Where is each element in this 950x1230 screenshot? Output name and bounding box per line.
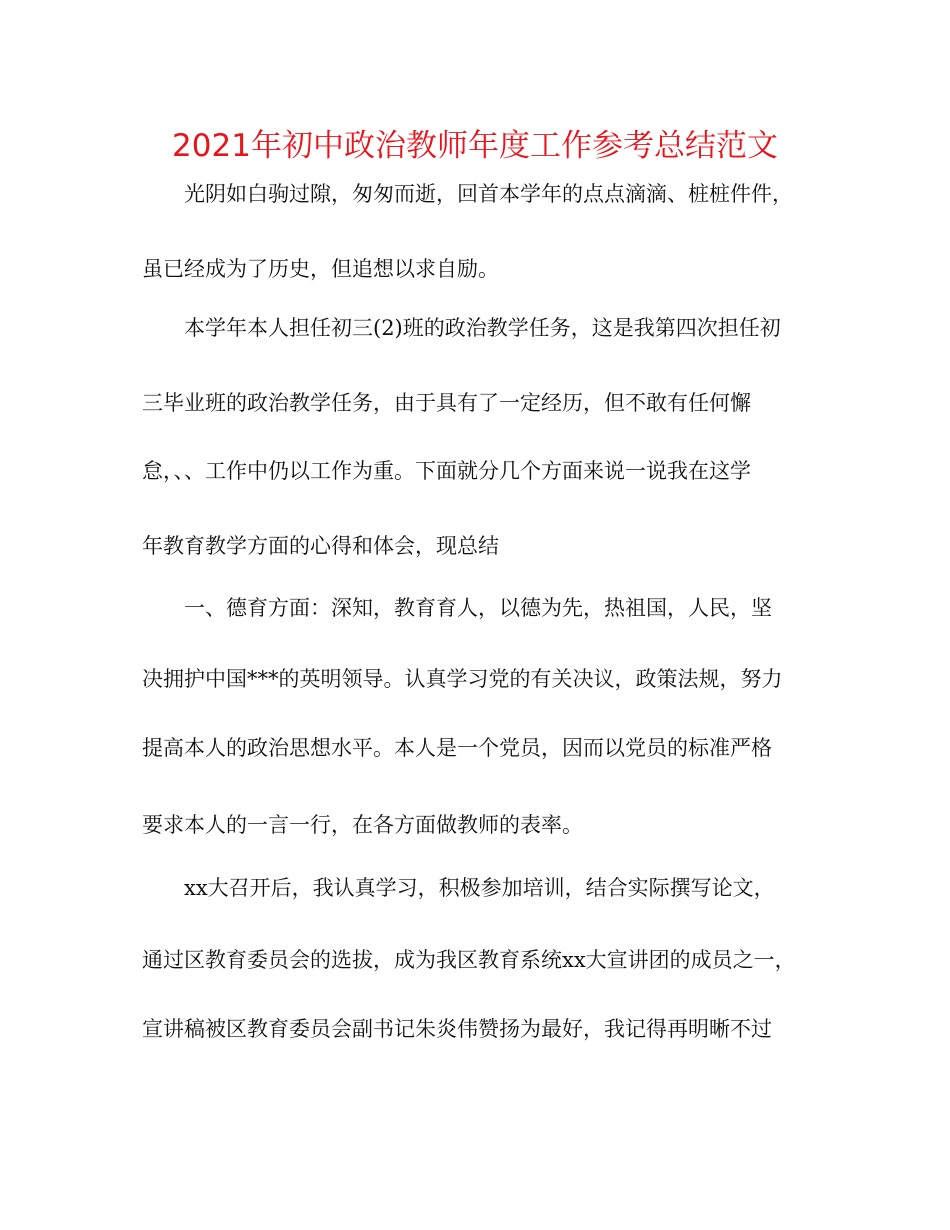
document-title: 2021年初中政治教师年度工作参考总结范文 xyxy=(172,128,778,164)
paragraph-1-line-1: 光阴如白驹过隙，匆匆而逝，回首本学年的点点滴滴、桩桩件件， xyxy=(184,182,793,206)
paragraph-4-line-3: 宣讲稿被区教育委员会副书记朱炎伟赞扬为最好，我记得再明晰不过 xyxy=(142,1017,772,1041)
paragraph-3-line-4: 要求本人的一言一行，在各方面做教师的表率。 xyxy=(142,813,583,837)
paragraph-4-line-1: xx大召开后，我认真学习，积极参加培训，结合实际撰写论文， xyxy=(184,876,775,900)
paragraph-2-line-1: 本学年本人担任初三(2)班的政治教学任务，这是我第四次担任初 xyxy=(184,316,781,340)
paragraph-3-line-2: 决拥护中国***的英明领导。认真学习党的有关决议，政策法规，努力 xyxy=(142,667,783,691)
paragraph-2-line-2: 三毕业班的政治教学任务，由于具有了一定经历，但不敢有任何懈 xyxy=(142,391,751,415)
paragraph-4-line-2: 通过区教育委员会的选拔，成为我区教育系统xx大宣讲团的成员之一， xyxy=(142,948,796,972)
paragraph-3-line-1: 一、德育方面：深知，教育育人，以德为先，热祖国，人民，坚 xyxy=(184,596,772,620)
paragraph-2-line-4: 年教育教学方面的心得和体会，现总结 xyxy=(142,534,499,558)
paragraph-3-line-3: 提高本人的政治思想水平。本人是一个党员，因而以党员的标准严格 xyxy=(142,736,772,760)
paragraph-1-line-2: 虽已经成为了历史，但追想以求自励。 xyxy=(142,257,499,281)
paragraph-2-line-3: 怠，、、工作中仍以工作为重。下面就分几个方面来说一说我在这学 xyxy=(142,459,751,483)
